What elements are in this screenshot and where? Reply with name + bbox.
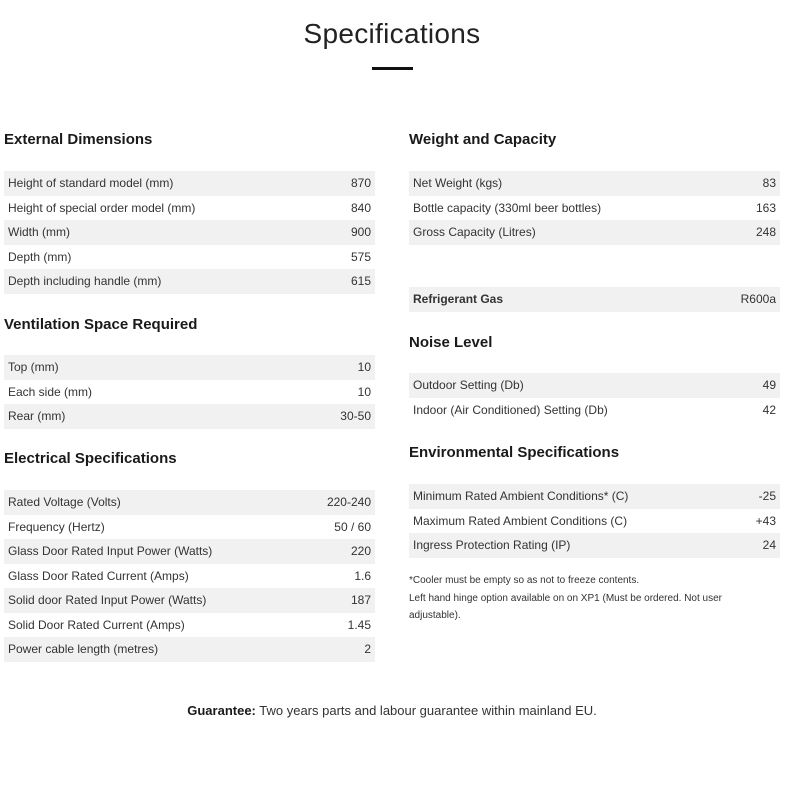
spec-value: 30-50	[265, 404, 375, 429]
table-row	[4, 220, 375, 245]
spec-value: 2	[302, 637, 375, 662]
table-row	[409, 484, 780, 509]
spec-label: Each side (mm)	[4, 380, 265, 405]
spec-value: -25	[738, 484, 780, 509]
spec-label: Indoor (Air Conditioned) Setting (Db)	[409, 398, 745, 423]
spec-value: 575	[328, 245, 375, 270]
spec-value: 163	[734, 196, 780, 221]
spec-label: Width (mm)	[4, 220, 328, 245]
table-row	[409, 533, 780, 558]
spec-value: 24	[738, 533, 780, 558]
spec-label: Frequency (Hertz)	[4, 515, 302, 540]
spec-label: Outdoor Setting (Db)	[409, 373, 745, 398]
table-row	[4, 355, 375, 380]
table-row	[4, 269, 375, 294]
environmental-table	[409, 484, 780, 558]
spec-label: Depth (mm)	[4, 245, 328, 270]
spec-value: 42	[745, 398, 780, 423]
spec-label: Refrigerant Gas	[409, 287, 666, 312]
table-row	[4, 637, 375, 662]
guarantee-label: Guarantee:	[187, 703, 256, 718]
table-row	[409, 220, 780, 245]
spec-value: 248	[734, 220, 780, 245]
weight-capacity-table	[409, 171, 780, 245]
spec-label: Bottle capacity (330ml beer bottles)	[409, 196, 734, 221]
spec-value: 10	[265, 355, 375, 380]
table-row	[4, 613, 375, 638]
noise-level-table	[409, 373, 780, 422]
title-underline	[372, 67, 413, 70]
table-row	[409, 287, 780, 312]
spec-value: 187	[302, 588, 375, 613]
spec-label: Glass Door Rated Input Power (Watts)	[4, 539, 302, 564]
spec-label: Rated Voltage (Volts)	[4, 490, 302, 515]
spec-label: Solid Door Rated Current (Amps)	[4, 613, 302, 638]
table-row	[409, 196, 780, 221]
spec-value: 49	[745, 373, 780, 398]
spec-value: 615	[328, 269, 375, 294]
guarantee-statement	[0, 703, 784, 718]
spec-label: Rear (mm)	[4, 404, 265, 429]
spec-value: 83	[734, 171, 780, 196]
spec-label: Power cable length (metres)	[4, 637, 302, 662]
guarantee-text: Two years parts and labour guarantee within mainland EU.	[255, 703, 597, 718]
spec-label: Top (mm)	[4, 355, 265, 380]
spec-value: 1.6	[302, 564, 375, 589]
table-row	[409, 509, 780, 534]
table-row	[4, 515, 375, 540]
environmental-heading: Environmental Specifications	[409, 444, 620, 461]
table-row	[4, 564, 375, 589]
spec-value: 220-240	[302, 490, 375, 515]
spec-value: R600a	[666, 287, 780, 312]
spec-value: 220	[302, 539, 375, 564]
spec-label: Height of special order model (mm)	[4, 196, 328, 221]
spec-label: Solid door Rated Input Power (Watts)	[4, 588, 302, 613]
spec-label: Ingress Protection Rating (IP)	[409, 533, 738, 558]
spec-label: Height of standard model (mm)	[4, 171, 328, 196]
ventilation-table	[4, 355, 375, 429]
table-row	[4, 196, 375, 221]
electrical-heading: Electrical Specifications	[4, 450, 177, 467]
table-row	[4, 404, 375, 429]
spec-value: 50 / 60	[302, 515, 375, 540]
spec-value: 870	[328, 171, 375, 196]
footnote: Left hand hinge option available on on XP1 (Must be ordered. Not user adjustable).	[409, 592, 722, 621]
page-title: Specifications	[303, 18, 481, 49]
noise-level-heading: Noise Level	[409, 334, 493, 351]
table-row	[409, 398, 780, 423]
spec-label: Maximum Rated Ambient Conditions (C)	[409, 509, 738, 534]
spec-label: Gross Capacity (Litres)	[409, 220, 734, 245]
table-row	[4, 245, 375, 270]
table-row	[409, 171, 780, 196]
table-row	[409, 373, 780, 398]
table-row	[4, 380, 375, 405]
weight-capacity-heading: Weight and Capacity	[409, 131, 557, 148]
spec-label: Depth including handle (mm)	[4, 269, 328, 294]
spec-value: 1.45	[302, 613, 375, 638]
external-dimensions-heading: External Dimensions	[4, 131, 153, 148]
spec-value: +43	[738, 509, 780, 534]
spec-label: Glass Door Rated Current (Amps)	[4, 564, 302, 589]
footnotes	[409, 572, 749, 625]
table-row	[4, 539, 375, 564]
spec-value: 10	[265, 380, 375, 405]
refrigerant-table	[409, 287, 780, 312]
spec-label: Minimum Rated Ambient Conditions* (C)	[409, 484, 738, 509]
spec-value: 900	[328, 220, 375, 245]
spec-label: Net Weight (kgs)	[409, 171, 734, 196]
spec-value: 840	[328, 196, 375, 221]
external-dimensions-table	[4, 171, 375, 294]
ventilation-heading: Ventilation Space Required	[4, 316, 198, 333]
table-row	[4, 588, 375, 613]
table-row	[4, 490, 375, 515]
footnote: *Cooler must be empty so as not to freeze contents.	[409, 575, 640, 586]
electrical-table	[4, 490, 375, 662]
table-row	[4, 171, 375, 196]
